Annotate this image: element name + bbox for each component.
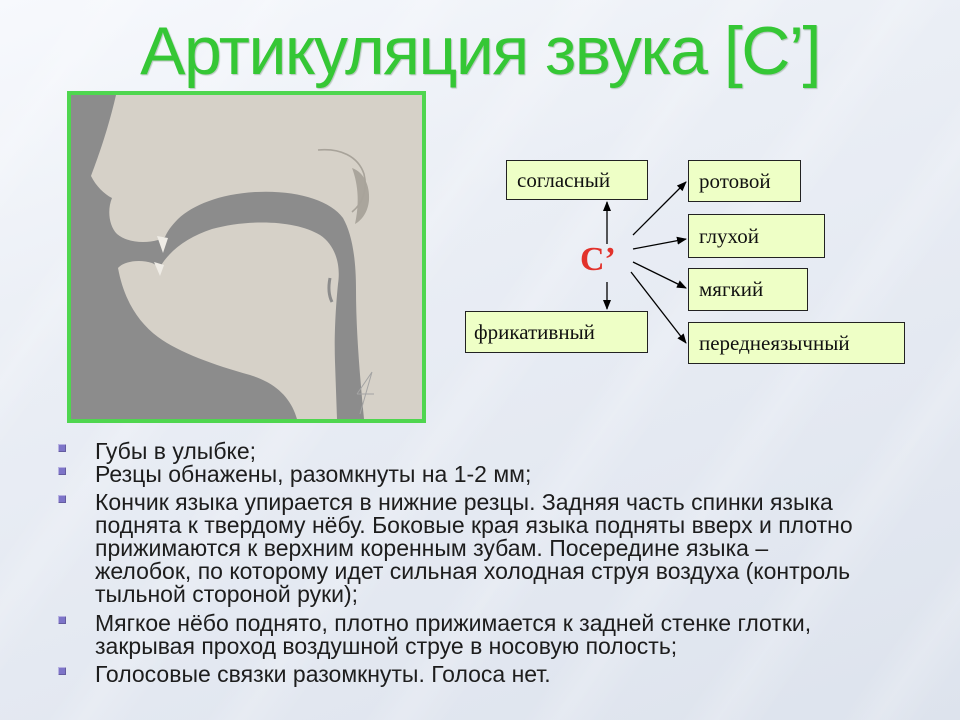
articulation-illustration [67,91,426,423]
feature-label: мягкий [699,277,764,301]
bullet-square-icon [58,467,66,475]
bullet-text-line: поднята к твердому нёбу. Боковые края языка подняты вверх и плотно [95,512,853,538]
bullet-item [58,663,948,686]
feature-box-front-lingual [688,322,905,364]
bullet-text-line: Мягкое нёбо поднято, плотно прижимается к задней стенке глотки, [95,610,812,636]
bullet-text-line: желобок, по которому идет сильная холодная струя воздуха (контроль [95,558,851,584]
feature-box-fricative [465,311,648,353]
slide-title: Артикуляция звука [С’] [140,13,820,89]
feature-label: ротовой [699,168,771,193]
feature-label: согласный [517,167,611,192]
bullet-text-line: Губы в улыбке; [95,438,256,464]
feature-box-consonant [506,160,648,200]
bullet-text-line: Кончик языка упирается в нижние резцы. Задняя часть спинки языка [95,489,833,515]
bullet-item [58,612,948,658]
feature-label: переднеязычный [699,330,850,355]
feature-box-oral [688,160,801,202]
feature-label: фрикативный [474,319,595,344]
feature-box-soft [688,268,808,311]
sound-symbol: С’ [580,241,616,278]
articulation-profile-image [71,95,422,419]
feature-label: глухой [699,223,759,248]
bullet-square-icon [58,667,66,675]
bullet-item [58,463,948,486]
bullet-square-icon [58,495,66,503]
arrow-to-voiceless [633,239,686,249]
bullet-item [58,440,948,463]
bullet-text-line: Резцы обнажены, разомкнуты на 1-2 мм; [95,461,532,487]
bullet-text-line: тыльной стороной руки); [95,581,359,607]
bullet-item [58,491,948,606]
bullet-text-line: закрывая проход воздушной струе в носовую полость; [95,633,678,659]
feature-box-voiceless [688,214,825,258]
bullet-square-icon [58,616,66,624]
bullet-text-line: прижимаются к верхним коренным зубам. Посередине языка – [95,535,769,561]
bullet-square-icon [58,444,66,452]
bullet-text-line: Голосовые связки разомкнуты. Голоса нет. [95,661,551,687]
